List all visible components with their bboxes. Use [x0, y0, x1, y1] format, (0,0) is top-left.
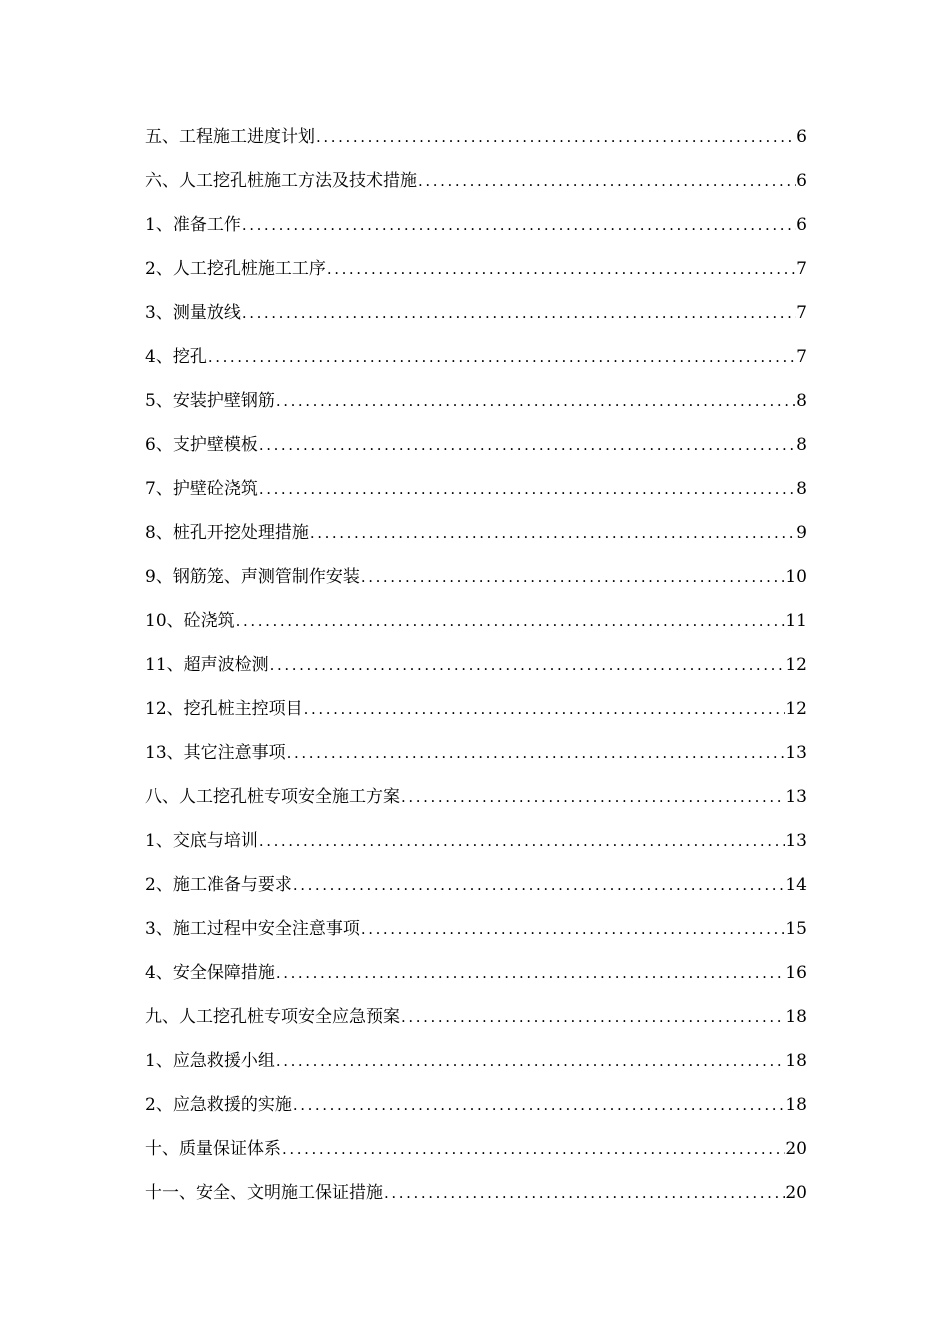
- toc-entry-page: 7: [796, 347, 807, 367]
- table-of-contents: [145, 124, 807, 1224]
- toc-entry[interactable]: [145, 784, 807, 828]
- toc-entry-title: 13、其它注意事项: [145, 743, 286, 763]
- toc-entry-page: 16: [785, 963, 807, 983]
- toc-dot-leader: [269, 652, 786, 678]
- toc-dot-leader: [241, 212, 796, 238]
- toc-entry-page: 9: [796, 523, 807, 543]
- toc-entry-page: 6: [796, 171, 807, 191]
- toc-entry[interactable]: [145, 1180, 807, 1224]
- toc-entry-page: 18: [785, 1051, 807, 1071]
- toc-dot-leader: [303, 696, 786, 722]
- toc-entry-title: 十一、安全、文明施工保证措施: [145, 1183, 383, 1203]
- toc-entry-title: 3、施工过程中安全注意事项: [145, 919, 360, 939]
- toc-entry-title: 4、安全保障措施: [145, 963, 275, 983]
- toc-dot-leader: [258, 476, 796, 502]
- toc-entry-page: 18: [785, 1007, 807, 1027]
- toc-entry[interactable]: [145, 1048, 807, 1092]
- toc-entry-page: 11: [785, 611, 807, 631]
- toc-dot-leader: [281, 1136, 785, 1162]
- toc-entry[interactable]: [145, 300, 807, 344]
- toc-entry-page: 6: [796, 215, 807, 235]
- toc-entry[interactable]: [145, 916, 807, 960]
- toc-entry[interactable]: [145, 124, 807, 168]
- toc-entry-title: 六、人工挖孔桩施工方法及技术措施: [145, 171, 417, 191]
- toc-entry-page: 20: [785, 1139, 807, 1159]
- toc-entry[interactable]: [145, 564, 807, 608]
- toc-entry[interactable]: [145, 828, 807, 872]
- toc-entry-page: 13: [785, 831, 807, 851]
- toc-entry-page: 7: [796, 303, 807, 323]
- toc-entry-title: 12、挖孔桩主控项目: [145, 699, 303, 719]
- toc-dot-leader: [292, 872, 786, 898]
- toc-entry[interactable]: [145, 388, 807, 432]
- toc-entry[interactable]: [145, 476, 807, 520]
- toc-entry[interactable]: [145, 872, 807, 916]
- toc-entry-title: 3、测量放线: [145, 303, 241, 323]
- toc-entry[interactable]: [145, 1004, 807, 1048]
- toc-entry-title: 1、准备工作: [145, 215, 241, 235]
- toc-dot-leader: [383, 1180, 785, 1206]
- toc-dot-leader: [360, 916, 786, 942]
- toc-entry-title: 10、砼浇筑: [145, 611, 235, 631]
- toc-entry-title: 7、护壁砼浇筑: [145, 479, 258, 499]
- toc-entry-title: 8、桩孔开挖处理措施: [145, 523, 309, 543]
- toc-entry[interactable]: [145, 344, 807, 388]
- toc-entry[interactable]: [145, 212, 807, 256]
- toc-dot-leader: [309, 520, 796, 546]
- toc-entry-page: 14: [785, 875, 807, 895]
- toc-entry-page: 13: [785, 787, 807, 807]
- toc-dot-leader: [241, 300, 796, 326]
- toc-entry-title: 4、挖孔: [145, 347, 207, 367]
- toc-dot-leader: [417, 168, 796, 194]
- toc-dot-leader: [326, 256, 796, 282]
- toc-entry-page: 10: [785, 567, 807, 587]
- toc-entry-title: 6、支护壁模板: [145, 435, 258, 455]
- toc-dot-leader: [292, 1092, 786, 1118]
- toc-dot-leader: [235, 608, 786, 634]
- toc-entry[interactable]: [145, 696, 807, 740]
- toc-entry-page: 12: [785, 699, 807, 719]
- toc-entry-page: 13: [785, 743, 807, 763]
- toc-dot-leader: [275, 1048, 786, 1074]
- toc-dot-leader: [400, 1004, 785, 1030]
- toc-entry-page: 15: [785, 919, 807, 939]
- toc-entry[interactable]: [145, 608, 807, 652]
- toc-entry[interactable]: [145, 652, 807, 696]
- toc-entry[interactable]: [145, 520, 807, 564]
- toc-entry-title: 1、应急救援小组: [145, 1051, 275, 1071]
- toc-entry-title: 八、人工挖孔桩专项安全施工方案: [145, 787, 400, 807]
- toc-entry[interactable]: [145, 432, 807, 476]
- toc-entry-title: 2、施工准备与要求: [145, 875, 292, 895]
- toc-entry-title: 2、应急救援的实施: [145, 1095, 292, 1115]
- toc-dot-leader: [275, 388, 796, 414]
- toc-entry-page: 20: [785, 1183, 807, 1203]
- toc-entry-page: 8: [796, 479, 807, 499]
- toc-dot-leader: [275, 960, 786, 986]
- toc-entry-title: 九、人工挖孔桩专项安全应急预案: [145, 1007, 400, 1027]
- toc-entry[interactable]: [145, 168, 807, 212]
- toc-entry-page: 6: [796, 127, 807, 147]
- toc-dot-leader: [315, 124, 796, 150]
- toc-entry-page: 12: [785, 655, 807, 675]
- toc-dot-leader: [207, 344, 796, 370]
- toc-entry[interactable]: [145, 740, 807, 784]
- toc-dot-leader: [286, 740, 786, 766]
- toc-dot-leader: [258, 432, 796, 458]
- toc-entry[interactable]: [145, 256, 807, 300]
- toc-dot-leader: [360, 564, 786, 590]
- toc-entry-page: 18: [785, 1095, 807, 1115]
- toc-entry-title: 五、工程施工进度计划: [145, 127, 315, 147]
- toc-entry[interactable]: [145, 1136, 807, 1180]
- toc-entry-page: 8: [796, 435, 807, 455]
- toc-entry-title: 9、钢筋笼、声测管制作安装: [145, 567, 360, 587]
- toc-entry-page: 8: [796, 391, 807, 411]
- toc-entry-title: 1、交底与培训: [145, 831, 258, 851]
- toc-dot-leader: [400, 784, 785, 810]
- toc-entry-title: 十、质量保证体系: [145, 1139, 281, 1159]
- toc-entry-title: 2、人工挖孔桩施工工序: [145, 259, 326, 279]
- toc-entry-page: 7: [796, 259, 807, 279]
- toc-entry-title: 5、安装护壁钢筋: [145, 391, 275, 411]
- toc-entry[interactable]: [145, 1092, 807, 1136]
- toc-dot-leader: [258, 828, 786, 854]
- toc-entry[interactable]: [145, 960, 807, 1004]
- toc-entry-title: 11、超声波检测: [145, 655, 269, 675]
